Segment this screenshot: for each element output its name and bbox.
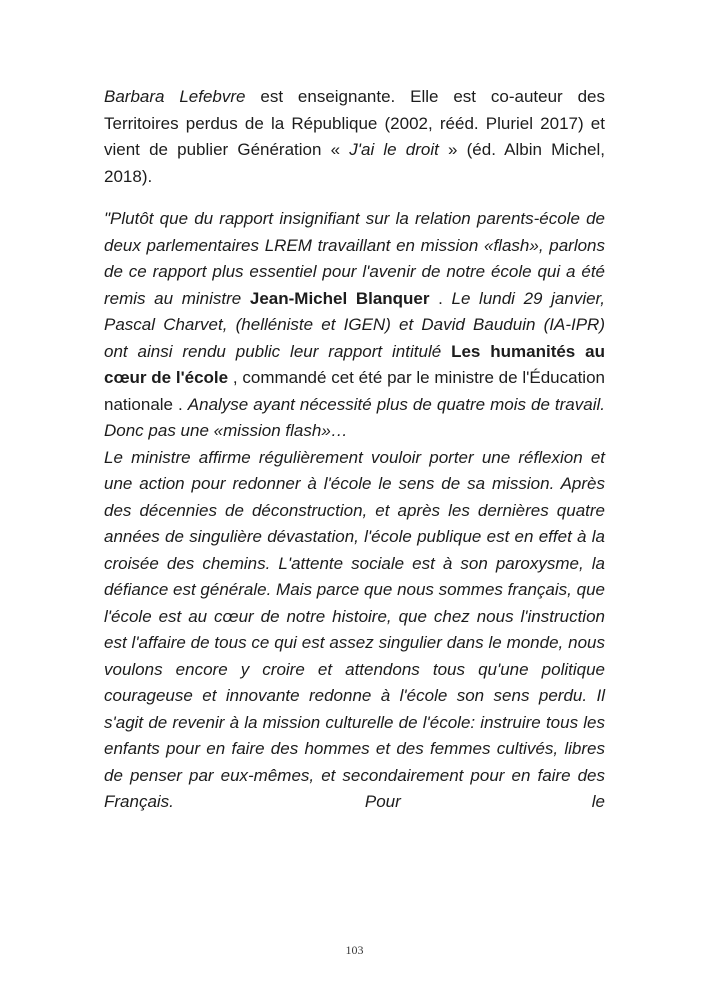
text-segment: . (429, 288, 452, 308)
paragraph (104, 445, 605, 816)
text-segment: Le lundi 29 janvier, Pascal Charvet, (helléniste et IGEN) et David Bauduin (IA-IPR) ont ainsi rendu public leur rapport intitulé (104, 288, 605, 361)
text-segment: J'ai le droit (349, 140, 439, 159)
page-content (104, 84, 605, 816)
page-number: 103 (345, 943, 364, 957)
text-segment: "Plutôt que du rapport insignifiant sur la relation parents-école de deux parlementaires LREM travaillant en mission «flash», parlons de ce rapport plus essentiel pour l'avenir de notre école qui a été remis au ministre (104, 209, 605, 308)
paragraph (104, 206, 605, 445)
text-segment: Les humanités au cœur de l'école (104, 341, 605, 387)
text-segment: Jean-Michel Blanquer (249, 288, 430, 308)
paragraph (104, 84, 605, 190)
text-segment: est enseignante. Elle est co-auteur des Territoires perdus de la République (2002, rééd. Pluriel 2017) et vient de publier Génération « (104, 87, 605, 159)
text-segment: Analyse ayant nécessité plus de quatre mois de travail. Donc pas une «mission flash»… (104, 394, 605, 440)
text-segment: » (éd. Albin Michel, 2018). (104, 140, 605, 186)
text-segment: Barbara Lefebvre (104, 87, 246, 106)
text-segment: Le ministre affirme régulièrement vouloir porter une réflexion et une action pour redonner à l'école le sens de sa mission. Après des décennies de déconstruction, et après les dernières quatre années de singulière dévastation, l'école publique est en effet à la croisée des chemins. L'attente sociale est à son paroxysme, la défiance est générale. Mais parce que nous sommes français, que l'école est au cœur de notre histoire, que chez nous l'instruction est l'affaire de tous ce qui est assez singulier dans le monde, nous voulons encore y croire et attendons tous qu'une politique courageuse et innovante redonne à l'école son sens perdu. Il s'agit de revenir à la mission culturelle de l'école: instruire tous les enfants pour en faire des hommes et des femmes cultivés, libres de penser par eux-mêmes, et secondairement pour en faire des Français. Pour le (104, 447, 605, 811)
text-segment: , commandé cet été par le ministre de l'Éducation nationale . (104, 368, 605, 414)
